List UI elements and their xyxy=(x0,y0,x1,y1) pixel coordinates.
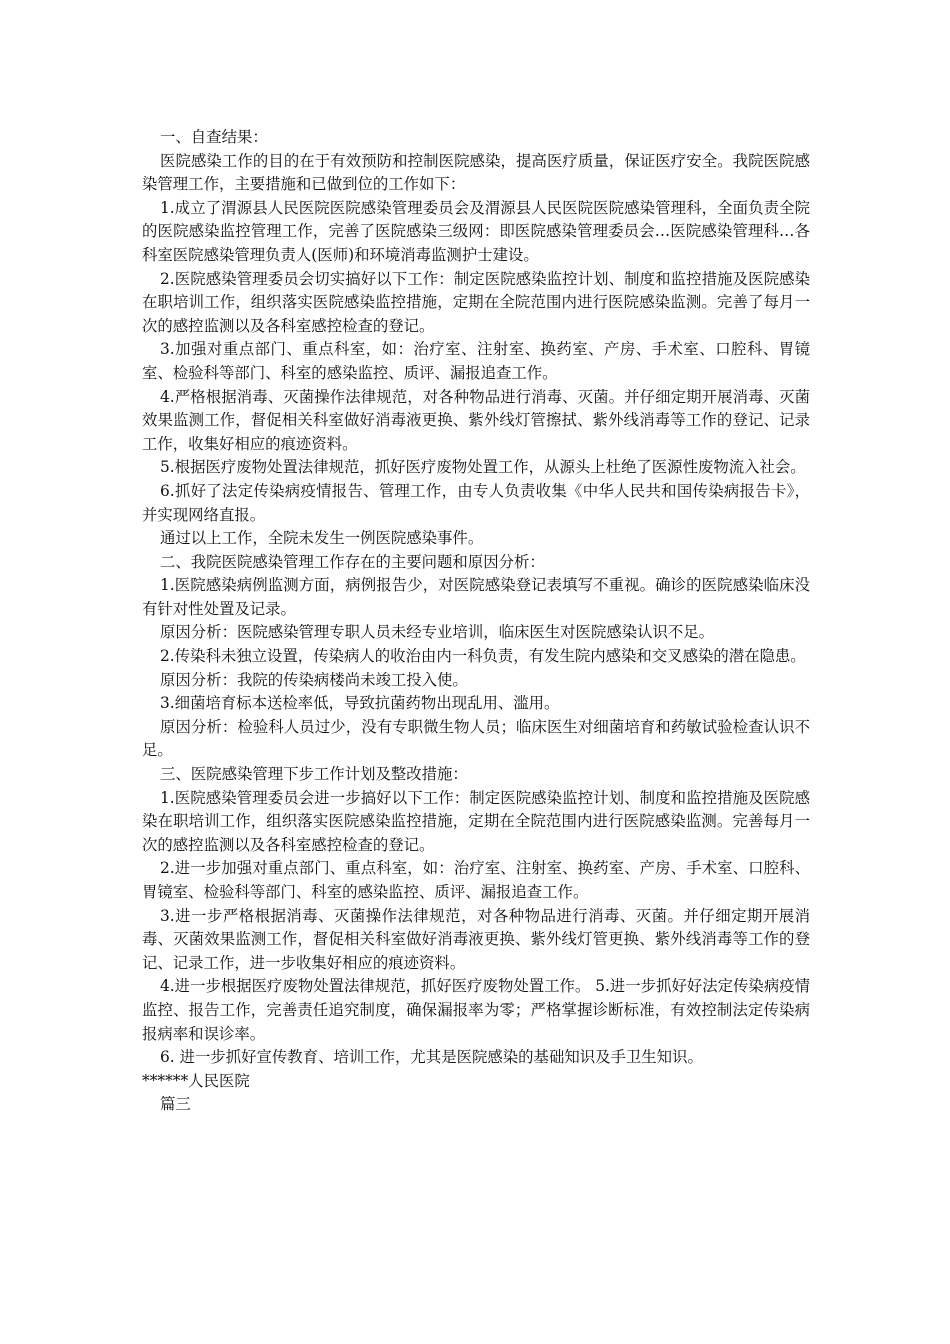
section-heading-3: 三、医院感染管理下步工作计划及整改措施： xyxy=(160,765,468,784)
paragraph-1-4: 4.严格根据消毒、灭菌操作法律规范，对各种物品进行消毒、灭菌。并仔细定期开展消毒、灭菌效果监测工作，督促相关科室做好消毒液更换、紫外线灯管擦拭、紫外线消毒等工作的登记、记录工作，收集好相应的痕迹资料。 xyxy=(142,387,810,453)
paragraph-1-2: 2.医院感染管理委员会切实搞好以下工作：制定医院感染监控计划、制度和监控措施及医院感染在职培训工作，组织落实医院感染监控措施，定期在全院范围内进行医院感染监测。完善了每月一次的感控监测以及各科室感控检查的登记。 xyxy=(142,269,810,335)
paragraph-3-2: 2.进一步加强对重点部门、重点科室，如：治疗室、注射室、换药室、产房、手术室、口腔科、胃镜室、检验科等部门、科室的感染监控、质评、漏报追查工作。 xyxy=(142,859,810,901)
paragraph-2-3: 3.细菌培育标本送检率低，导致抗菌药物出现乱用、滥用。 xyxy=(160,694,560,713)
intro-paragraph: 医院感染工作的目的在于有效预防和控制医院感染，提高医疗质量，保证医疗安全。我院医院感染管理工作，主要措施和已做到位的工作如下： xyxy=(142,151,810,194)
paragraph-1-5: 5.根据医疗废物处置法律规范，抓好医疗废物处置工作，从源头上杜绝了医源性废物流入社会。 xyxy=(160,458,806,477)
chapter-label: 篇三 xyxy=(160,1095,191,1114)
paragraph-1-6: 6.抓好了法定传染病疫情报告、管理工作，由专人负责收集《中华人民共和国传染病报告卡》，并实现网络直报。 xyxy=(142,481,810,524)
paragraph-3-1: 1.医院感染管理委员会进一步搞好以下工作：制定医院感染监控计划、制度和监控措施及医院感染在职培训工作，组织落实医院感染监控措施，定期在全院范围内进行医院感染监测。完善每月一次的感控监测以及各科室感控检查的登记。 xyxy=(142,788,810,854)
paragraph-2-2-cause: 原因分析：我院的传染病楼尚未竣工投入使。 xyxy=(160,670,468,689)
paragraph-3-6: 6. 进一步抓好宣传教育、培训工作，尤其是医院感染的基础知识及手卫生知识。 xyxy=(160,1048,703,1067)
document-body xyxy=(142,126,810,1117)
paragraph-2-2: 2.传染科未独立设置，传染病人的收治由内一科负责，有发生院内感染和交叉感染的潜在隐患。 xyxy=(160,647,806,666)
section-heading-2: 二、我院医院感染管理工作存在的主要问题和原因分析： xyxy=(160,552,545,571)
paragraph-1-3: 3.加强对重点部门、重点科室，如：治疗室、注射室、换药室、产房、手术室、口腔科、胃镜室、检验科等部门、科室的感染监控、质评、漏报追查工作。 xyxy=(142,340,810,382)
paragraph-2-1: 1.医院感染病例监测方面，病例报告少，对医院感染登记表填写不重视。确诊的医院感染临床没有针对性处置及记录。 xyxy=(142,576,810,618)
signature-hospital: ******人民医院 xyxy=(142,1071,250,1090)
paragraph-3-3: 3.进一步严格根据消毒、灭菌操作法律规范，对各种物品进行消毒、灭菌。并仔细定期开展消毒、灭菌效果监测工作，督促相关科室做好消毒液更换、紫外线灯管更换、紫外线消毒等工作的登记、记录工作，进一步收集好相应的痕迹资料。 xyxy=(142,906,810,972)
paragraph-1-1: 1.成立了渭源县人民医院医院感染管理委员会及渭源县人民医院医院感染管理科，全面负责全院的医院感染监控管理工作，完善了医院感染三级网：即医院感染管理委员会…医院感染管理科…各科室医院感染管理负责人(医师)和环境消毒监测护士建设。 xyxy=(142,198,810,264)
paragraph-2-1-cause: 原因分析：医院感染管理专职人员未经专业培训，临床医生对医院感染认识不足。 xyxy=(160,623,715,642)
summary-paragraph: 通过以上工作，全院未发生一例医院感染事件。 xyxy=(160,529,484,548)
section-heading-1: 一、自查结果： xyxy=(160,128,268,146)
paragraph-2-3-cause: 原因分析：检验科人员过少，没有专职微生物人员；临床医生对细菌培育和药敏试验检查认识不足。 xyxy=(142,717,810,760)
paragraph-3-4-5: 4.进一步根据医疗废物处置法律规范，抓好医疗废物处置工作。 5.进一步抓好好法定传染病疫情监控、报告工作，完善责任追究制度，确保漏报率为零；严格掌握诊断标准，有效控制法定传染病报病率和误诊率。 xyxy=(142,977,810,1043)
